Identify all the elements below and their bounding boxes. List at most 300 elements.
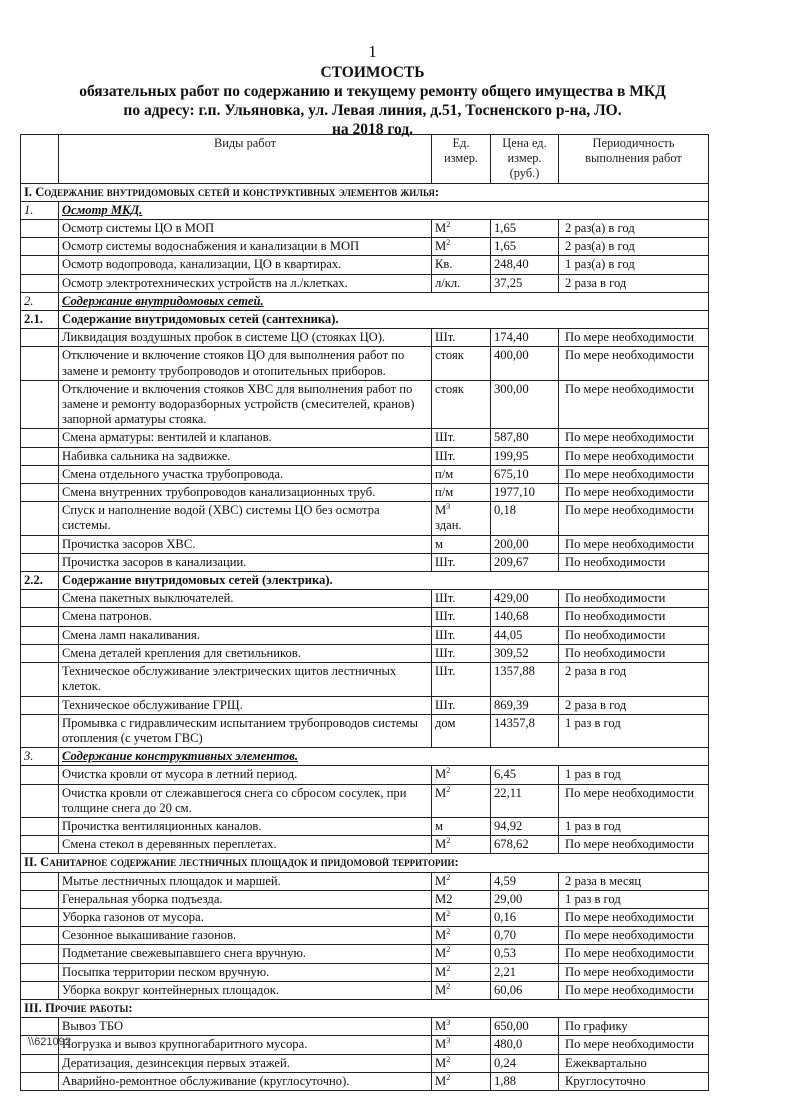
table-row: [21, 220, 709, 238]
row-number-cell: [21, 784, 59, 817]
unit-value: М: [435, 767, 447, 782]
row-number-cell: [21, 380, 59, 429]
unit-exponent: 2: [446, 908, 451, 918]
price-cell: 678,62: [491, 836, 559, 854]
period-cell: По мере необходимости: [559, 945, 709, 963]
row-number-cell: [21, 329, 59, 347]
period-cell: По мере необходимости: [559, 535, 709, 553]
price-cell: 650,00: [491, 1018, 559, 1036]
period-cell: 2 раза в год: [559, 696, 709, 714]
section-title: I. Содержание внутридомовых сетей и конструктивных элементов жилья:: [21, 183, 709, 201]
price-cell: 200,00: [491, 535, 559, 553]
table-row: [21, 908, 709, 926]
unit-value: Шт.: [435, 430, 456, 445]
period-cell: По мере необходимости: [559, 347, 709, 380]
unit-value: Шт.: [435, 448, 456, 463]
price-cell: 0,70: [491, 927, 559, 945]
unit-exponent: 2: [446, 219, 451, 229]
row-number: 2.1.: [21, 311, 59, 329]
period-cell: По необходимости: [559, 608, 709, 626]
period-cell: По мере необходимости: [559, 1036, 709, 1054]
section-title: III. Прочие работы:: [21, 999, 709, 1017]
table-row: [21, 1072, 709, 1090]
unit-cell: [432, 484, 491, 502]
period-cell: По необходимости: [559, 553, 709, 571]
work-description: Смена ламп накаливания.: [59, 626, 432, 644]
table-row: [21, 465, 709, 483]
table-row: [21, 872, 709, 890]
row-number-cell: [21, 1054, 59, 1072]
unit-cell: [432, 256, 491, 274]
price-cell: 174,40: [491, 329, 559, 347]
unit-cell: [432, 590, 491, 608]
unit-value: л/кл.: [435, 275, 461, 290]
work-description: Очистка кровли от мусора в летний период.: [59, 766, 432, 784]
table-row: [21, 274, 709, 292]
unit-exponent: 3: [446, 502, 451, 512]
row-number-cell: [21, 890, 59, 908]
price-cell: 248,40: [491, 256, 559, 274]
period-cell: 2 раза в месяц: [559, 872, 709, 890]
period-cell: По мере необходимости: [559, 502, 709, 535]
unit-cell: [432, 274, 491, 292]
row-number-cell: [21, 608, 59, 626]
table-row: [21, 927, 709, 945]
row-number-cell: [21, 220, 59, 238]
unit-cell: [432, 626, 491, 644]
table-row: [21, 981, 709, 999]
work-description: Погрузка и вывоз крупногабаритного мусора.: [59, 1036, 432, 1054]
title-line-3: по адресу: г.п. Ульяновка, ул. Левая линия, д.51, Тосненского р-на, ЛО.: [123, 102, 622, 119]
unit-value: п/м: [435, 466, 454, 481]
work-description: Вывоз ТБО: [59, 1018, 432, 1036]
unit-value: М: [435, 239, 447, 254]
row-number-cell: [21, 484, 59, 502]
header-num-cell: [21, 135, 59, 184]
row-number-cell: [21, 714, 59, 747]
period-cell: 1 раз в год: [559, 714, 709, 747]
period-cell: 1 раз(а) в год: [559, 256, 709, 274]
unit-cell: [432, 238, 491, 256]
price-cell: 0,53: [491, 945, 559, 963]
work-description: Промывка с гидравлическим испытанием трубопроводов системы отопления (с учетом ГВС): [59, 714, 432, 747]
table-row: [21, 429, 709, 447]
work-description: Прочистка засоров в канализации.: [59, 553, 432, 571]
table-row: [21, 256, 709, 274]
row-number-cell: [21, 590, 59, 608]
work-description: Прочистка вентиляционных каналов.: [59, 817, 432, 835]
unit-exponent: 2: [446, 784, 451, 794]
unit-cell: [432, 714, 491, 747]
price-cell: 199,95: [491, 447, 559, 465]
unit-exponent: 2: [446, 835, 451, 845]
row-number-cell: [21, 274, 59, 292]
unit-cell: [432, 766, 491, 784]
unit-value: М: [435, 1037, 447, 1052]
unit-value: дом: [435, 715, 456, 730]
header-works: Виды работ: [59, 135, 432, 184]
period-cell: По мере необходимости: [559, 380, 709, 429]
row-number-cell: [21, 908, 59, 926]
work-description: Подметание свежевыпавшего снега вручную.: [59, 945, 432, 963]
row-number-cell: [21, 817, 59, 835]
row-number-cell: [21, 945, 59, 963]
unit-exponent: 2: [446, 1072, 451, 1082]
table-row: [21, 663, 709, 696]
row-number-cell: [21, 981, 59, 999]
price-cell: 480,0: [491, 1036, 559, 1054]
section-row: [21, 854, 709, 872]
price-cell: 1357,88: [491, 663, 559, 696]
row-number: 3.: [21, 748, 59, 766]
table-row: [21, 714, 709, 747]
table-row: [21, 696, 709, 714]
table-row: [21, 535, 709, 553]
table-row: [21, 1018, 709, 1036]
unit-cell: [432, 963, 491, 981]
row-number-cell: [21, 429, 59, 447]
unit-value: м: [435, 818, 443, 833]
unit-cell: [432, 872, 491, 890]
unit-exponent: 2: [446, 766, 451, 776]
table-row: [21, 1036, 709, 1054]
price-cell: 429,00: [491, 590, 559, 608]
table-row: [21, 590, 709, 608]
unit-extra: здан.: [435, 518, 462, 533]
work-description: Очистка кровли от слежавшегося снега со сбросом сосулек, при толщине снега до 20 см.: [59, 784, 432, 817]
unit-value: М: [435, 503, 447, 518]
row-number-cell: [21, 927, 59, 945]
price-cell: 0,18: [491, 502, 559, 535]
price-cell: 400,00: [491, 347, 559, 380]
unit-value: М: [435, 982, 447, 997]
table-header-row: [21, 135, 709, 184]
unit-exponent: 2: [446, 1054, 451, 1064]
table-row: [21, 963, 709, 981]
unit-exponent: 3: [446, 1036, 451, 1046]
table-row: [21, 644, 709, 662]
period-cell: По мере необходимости: [559, 963, 709, 981]
price-cell: 37,25: [491, 274, 559, 292]
subsection-row: [21, 201, 709, 219]
unit-value: М: [435, 1055, 447, 1070]
work-description: Уборка газонов от мусора.: [59, 908, 432, 926]
unit-value: М: [435, 964, 447, 979]
unit-value: Шт.: [435, 609, 456, 624]
period-cell: 2 раз(а) в год: [559, 238, 709, 256]
unit-value: Шт.: [435, 664, 456, 679]
price-cell: 0,16: [491, 908, 559, 926]
table-row: [21, 502, 709, 535]
table-row: [21, 836, 709, 854]
title-line-2: обязательных работ по содержанию и текущему ремонту общего имущества в МКД: [79, 83, 666, 100]
price-cell: 94,92: [491, 817, 559, 835]
work-description: Смена пакетных выключателей.: [59, 590, 432, 608]
unit-cell: [432, 644, 491, 662]
unit-cell: [432, 927, 491, 945]
unit-cell: [432, 329, 491, 347]
unit-exponent: 2: [446, 981, 451, 991]
price-cell: 869,39: [491, 696, 559, 714]
unit-value: М: [435, 785, 447, 800]
row-number-cell: [21, 766, 59, 784]
price-cell: 60,06: [491, 981, 559, 999]
work-description: Техническое обслуживание ГРЩ.: [59, 696, 432, 714]
unit-cell: [432, 347, 491, 380]
section-row: [21, 999, 709, 1017]
period-cell: 2 раз(а) в год: [559, 220, 709, 238]
unit-value: М: [435, 221, 447, 236]
work-description: Отключение и включения стояков ХВС для выполнения работ по замене и ремонту водоразборных устройств (смесителей, кранов) запорной арматуры стояка.: [59, 380, 432, 429]
unit-value: М: [435, 946, 447, 961]
table-row: [21, 817, 709, 835]
price-cell: 300,00: [491, 380, 559, 429]
unit-cell: [432, 447, 491, 465]
unit-cell: [432, 945, 491, 963]
price-cell: 2,21: [491, 963, 559, 981]
unit-cell: [432, 429, 491, 447]
work-description: Смена стекол в деревянных переплетах.: [59, 836, 432, 854]
table-row: [21, 484, 709, 502]
price-cell: 140,68: [491, 608, 559, 626]
subsection-title: [59, 201, 709, 219]
unit-cell: [432, 981, 491, 999]
row-number: 1.: [21, 201, 59, 219]
price-cell: 0,24: [491, 1054, 559, 1072]
row-number-cell: [21, 663, 59, 696]
subsection-title: [59, 311, 709, 329]
period-cell: По мере необходимости: [559, 784, 709, 817]
unit-exponent: 3: [446, 1017, 451, 1027]
work-description: Отключение и включение стояков ЦО для выполнения работ по замене и ремонту трубопроводов и отопительных приборов.: [59, 347, 432, 380]
work-description: Генеральная уборка подъезда.: [59, 890, 432, 908]
period-cell: 2 раза в год: [559, 274, 709, 292]
unit-value: М: [435, 837, 447, 852]
table-row: [21, 890, 709, 908]
work-description: Посыпка территории песком вручную.: [59, 963, 432, 981]
table-row: [21, 553, 709, 571]
work-description: Набивка сальника на задвижке.: [59, 447, 432, 465]
period-cell: По мере необходимости: [559, 981, 709, 999]
unit-value: Шт.: [435, 554, 456, 569]
work-description: Смена деталей крепления для светильников.: [59, 644, 432, 662]
period-cell: По мере необходимости: [559, 927, 709, 945]
unit-value: стояк: [435, 381, 464, 396]
unit-cell: [432, 1054, 491, 1072]
unit-cell: [432, 608, 491, 626]
unit-cell: [432, 553, 491, 571]
section-row: [21, 183, 709, 201]
row-number: 2.: [21, 292, 59, 310]
table-row: [21, 329, 709, 347]
table-row: [21, 626, 709, 644]
work-description: Смена отдельного участка трубопровода.: [59, 465, 432, 483]
period-cell: По мере необходимости: [559, 484, 709, 502]
unit-cell: [432, 380, 491, 429]
document-title: [0, 63, 745, 139]
unit-cell: [432, 890, 491, 908]
work-description: Сезонное выкашивание газонов.: [59, 927, 432, 945]
unit-cell: [432, 1036, 491, 1054]
subsection-row: [21, 572, 709, 590]
footer-code: \\621092: [28, 1036, 71, 1048]
row-number-cell: [21, 535, 59, 553]
unit-value: М2: [435, 891, 453, 906]
work-description: Смена внутренних трубопроводов канализационных труб.: [59, 484, 432, 502]
price-cell: 1,65: [491, 238, 559, 256]
unit-value: М: [435, 928, 447, 943]
title-line-1: СТОИМОСТЬ: [320, 64, 425, 81]
work-description: Дератизация, дезинсекция первых этажей.: [59, 1054, 432, 1072]
unit-cell: [432, 817, 491, 835]
unit-value: п/м: [435, 485, 454, 500]
period-cell: По графику: [559, 1018, 709, 1036]
title-line-4: на 2018 год.: [331, 121, 414, 138]
period-cell: По мере необходимости: [559, 836, 709, 854]
unit-value: Шт.: [435, 645, 456, 660]
row-number-cell: [21, 963, 59, 981]
subsection-label: Содержание внутридомовых сетей.: [62, 293, 264, 308]
subsection-label: Содержание внутридомовых сетей (электрика).: [62, 573, 333, 588]
price-cell: 1,65: [491, 220, 559, 238]
subsection-row: [21, 311, 709, 329]
unit-value: м: [435, 536, 443, 551]
header-period: Периодичность выполнения работ: [559, 135, 709, 184]
unit-value: Кв.: [435, 257, 453, 272]
work-description: Осмотр системы ЦО в МОП: [59, 220, 432, 238]
work-description: Спуск и наполнение водой (ХВС) системы ЦО без осмотра системы.: [59, 502, 432, 535]
subsection-label: Содержание конструктивных элементов.: [62, 749, 298, 764]
row-number-cell: [21, 347, 59, 380]
price-cell: 14357,8: [491, 714, 559, 747]
row-number: 2.2.: [21, 572, 59, 590]
unit-value: Шт.: [435, 591, 456, 606]
page-number: 1: [368, 42, 377, 61]
price-cell: 309,52: [491, 644, 559, 662]
row-number-cell: [21, 644, 59, 662]
table-row: [21, 347, 709, 380]
row-number-cell: [21, 502, 59, 535]
unit-exponent: 2: [446, 926, 451, 936]
period-cell: По мере необходимости: [559, 447, 709, 465]
unit-cell: [432, 663, 491, 696]
work-description: Уборка вокруг контейнерных площадок.: [59, 981, 432, 999]
price-cell: 587,80: [491, 429, 559, 447]
header-unit: Ед. измер.: [432, 135, 491, 184]
works-table: [20, 134, 709, 1091]
row-number-cell: [21, 836, 59, 854]
work-description: Аварийно-ремонтное обслуживание (круглосуточно).: [59, 1072, 432, 1090]
row-number-cell: [21, 1072, 59, 1090]
period-cell: По мере необходимости: [559, 465, 709, 483]
unit-cell: [432, 535, 491, 553]
table-row: [21, 1054, 709, 1072]
unit-cell: [432, 836, 491, 854]
unit-value: М: [435, 873, 447, 888]
row-number-cell: [21, 1018, 59, 1036]
unit-cell: [432, 784, 491, 817]
price-cell: 6,45: [491, 766, 559, 784]
unit-exponent: 2: [446, 945, 451, 955]
period-cell: 1 раз в год: [559, 817, 709, 835]
row-number-cell: [21, 626, 59, 644]
period-cell: По мере необходимости: [559, 908, 709, 926]
period-cell: Круглосуточно: [559, 1072, 709, 1090]
subsection-title: [59, 292, 709, 310]
row-number-cell: [21, 238, 59, 256]
unit-value: М: [435, 1019, 447, 1034]
unit-value: Шт.: [435, 627, 456, 642]
work-description: Техническое обслуживание электрических щитов лестничных клеток.: [59, 663, 432, 696]
unit-value: М: [435, 909, 447, 924]
unit-value: М: [435, 1073, 447, 1088]
row-number-cell: [21, 465, 59, 483]
table-row: [21, 784, 709, 817]
unit-value: стояк: [435, 348, 464, 363]
period-cell: 1 раз в год: [559, 890, 709, 908]
period-cell: 2 раза в год: [559, 663, 709, 696]
table-row: [21, 238, 709, 256]
subsection-label: Осмотр МКД.: [62, 202, 143, 217]
table-row: [21, 766, 709, 784]
period-cell: По необходимости: [559, 626, 709, 644]
price-cell: 22,11: [491, 784, 559, 817]
unit-exponent: 2: [446, 872, 451, 882]
row-number-cell: [21, 872, 59, 890]
work-description: Смена патронов.: [59, 608, 432, 626]
price-cell: 29,00: [491, 890, 559, 908]
unit-value: Шт.: [435, 330, 456, 345]
unit-exponent: 2: [446, 963, 451, 973]
row-number-cell: [21, 447, 59, 465]
period-cell: По необходимости: [559, 644, 709, 662]
unit-cell: [432, 908, 491, 926]
unit-cell: [432, 220, 491, 238]
period-cell: Ежеквартально: [559, 1054, 709, 1072]
price-cell: 1,88: [491, 1072, 559, 1090]
work-description: Мытье лестничных площадок и маршей.: [59, 872, 432, 890]
header-price: Цена ед. измер. (руб.): [491, 135, 559, 184]
price-cell: 209,67: [491, 553, 559, 571]
price-cell: 1977,10: [491, 484, 559, 502]
price-cell: 675,10: [491, 465, 559, 483]
period-cell: По мере необходимости: [559, 429, 709, 447]
period-cell: 1 раз в год: [559, 766, 709, 784]
unit-value: Шт.: [435, 697, 456, 712]
work-description: Смена арматуры: вентилей и клапанов.: [59, 429, 432, 447]
table-row: [21, 945, 709, 963]
unit-cell: [432, 1072, 491, 1090]
table-row: [21, 608, 709, 626]
table-row: [21, 380, 709, 429]
subsection-label: Содержание внутридомовых сетей (сантехника).: [62, 312, 339, 327]
unit-cell: [432, 696, 491, 714]
row-number-cell: [21, 696, 59, 714]
price-cell: 4,59: [491, 872, 559, 890]
period-cell: По необходимости: [559, 590, 709, 608]
unit-cell: [432, 465, 491, 483]
work-description: Осмотр электротехнических устройств на л./клетках.: [59, 274, 432, 292]
subsection-row: [21, 748, 709, 766]
price-cell: 44,05: [491, 626, 559, 644]
section-title: II. Санитарное содержание лестничных площадок и придомовой территории:: [21, 854, 709, 872]
subsection-title: [59, 748, 709, 766]
work-description: Осмотр системы водоснабжения и канализации в МОП: [59, 238, 432, 256]
unit-exponent: 2: [446, 238, 451, 248]
unit-cell: [432, 502, 491, 535]
period-cell: По мере необходимости: [559, 329, 709, 347]
work-description: Ликвидация воздушных пробок в системе ЦО (стояках ЦО).: [59, 329, 432, 347]
